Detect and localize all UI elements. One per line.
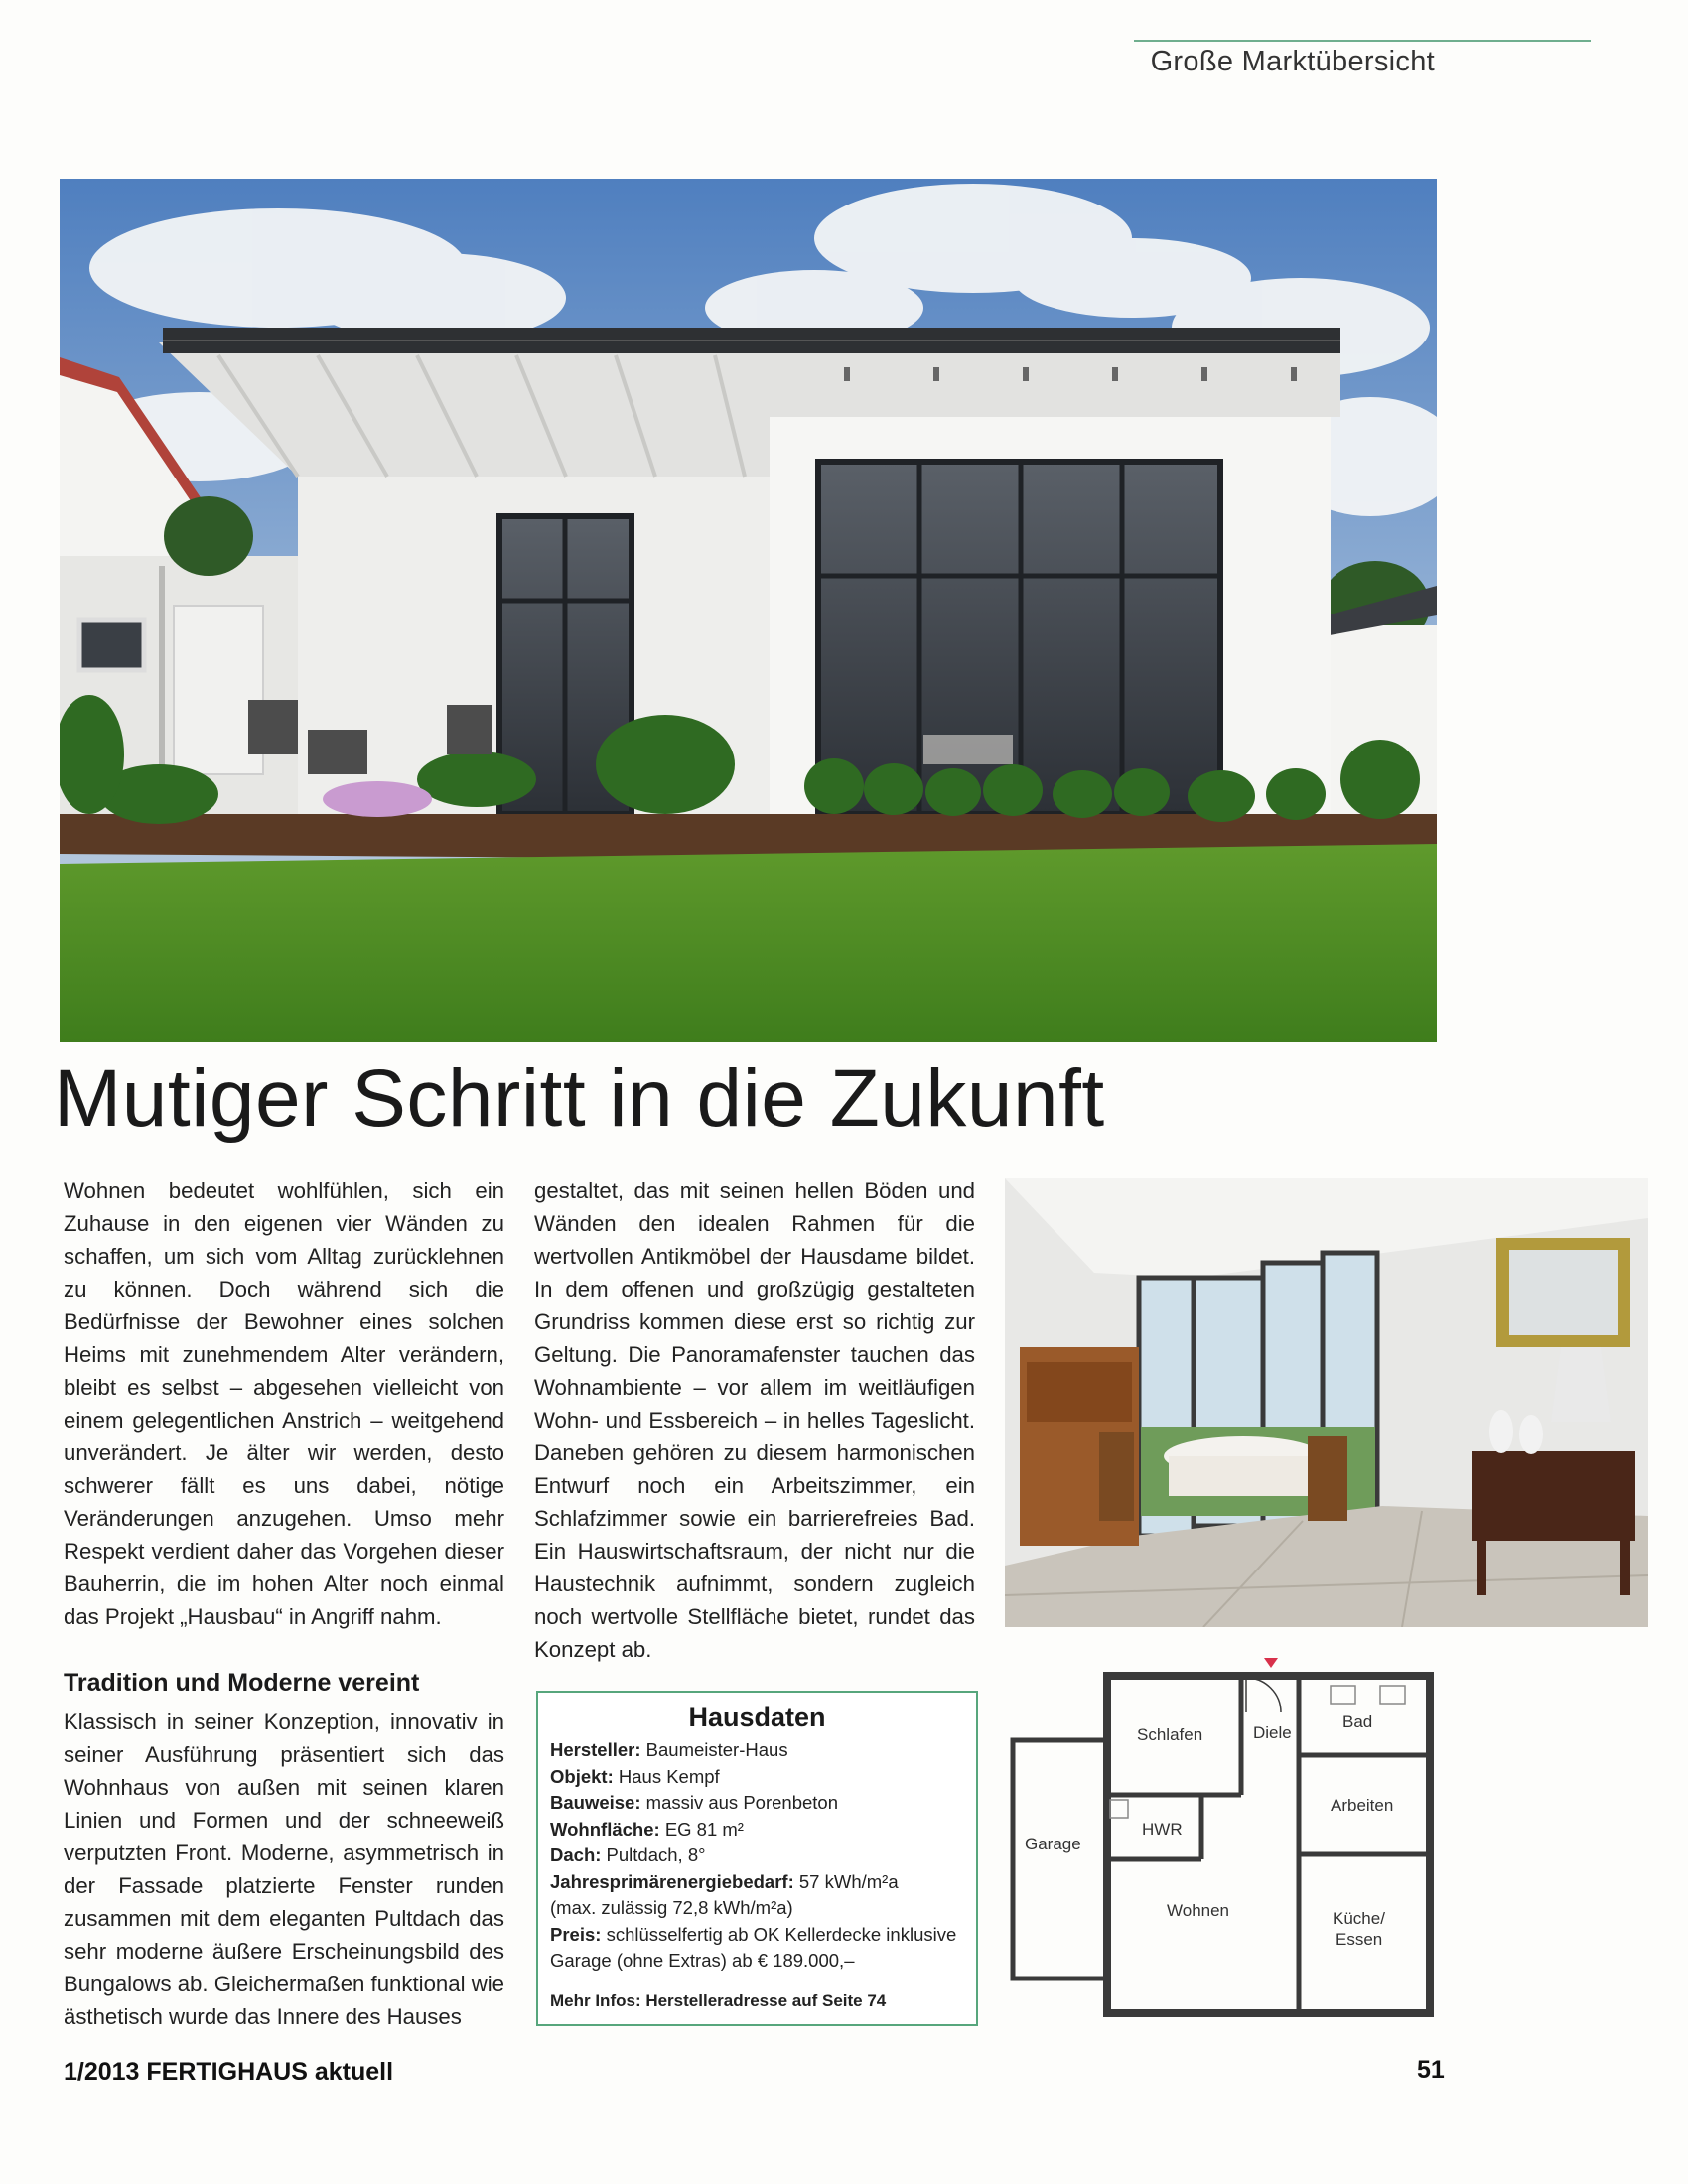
body-text-column1-tradition: Klassisch in seiner Konzeption, innovativ in seiner Ausführung präsentiert sich das Wohnhaus von außen mit seinen klaren Linien und Formen und der schneeweiß verputzten Front. Moderne, asymmetrisch in der Fassade platzierte Fenster runden zusammen mit dem eleganten Pultdach das sehr moderne äußere Erscheinungsbild des Bungalows ab. Gleichermaßen funktional wie ästhetisch wurde das Innere des Hauses (64, 1709, 504, 2029)
fact-dach-label: Dach: (550, 1844, 602, 1865)
fact-hersteller (550, 1737, 964, 1764)
page-number: 51 (1417, 2056, 1445, 2084)
room-essen: Essen (1336, 1930, 1383, 1949)
hausdaten-box (536, 1691, 978, 2026)
interior-photo (1005, 1178, 1648, 1627)
header-rule (1134, 40, 1591, 42)
fact-hersteller-value: Baumeister-Haus (645, 1739, 788, 1760)
fact-objekt-label: Objekt: (550, 1765, 614, 1787)
headline: Mutiger Schritt in die Zukunft (54, 1053, 1105, 1144)
room-wohnen: Wohnen (1167, 1901, 1230, 1920)
room-hwr: HWR (1142, 1820, 1183, 1839)
room-garage: Garage (1025, 1835, 1081, 1853)
fact-hersteller-label: Hersteller: (550, 1739, 641, 1760)
body-text-column1-intro: Wohnen bedeutet wohlfühlen, sich ein Zuhause in den eigenen vier Wänden zu schaffen, um sich vom Alltag zurücklehnen zu können. Doch während sich die Bedürfnisse der Bewohner eines solchen Heims mit zunehmendem Alter verändern, bleibt es selbst – abgesehen vielleicht von einem gelegentlichen Anstrich – weitgehend unverändert. Je älter wir werden, desto schwerer fällt es uns dabei, nötige Veränderungen anzugehen. Umso mehr Respekt verdient daher das Vorgehen dieser Bauherrin, die im hohen Alter noch einmal das Projekt „Hausbau“ in Angriff nahm. (64, 1178, 504, 1629)
fact-wohnflaeche-label: Wohnfläche: (550, 1818, 660, 1840)
footer-issue: 1/2013 FERTIGHAUS aktuell (64, 2058, 394, 2086)
fact-wohnflaeche (550, 1817, 964, 1843)
fact-energie-value: 57 kWh/m²a (798, 1870, 899, 1892)
room-bad: Bad (1342, 1712, 1373, 1731)
fact-more-info: Mehr Infos: Herstelleradresse auf Seite 74 (550, 1990, 887, 2010)
room-diele: Diele (1253, 1723, 1292, 1742)
fact-bauweise-label: Bauweise: (550, 1792, 641, 1813)
fact-bauweise (550, 1790, 964, 1817)
room-arbeiten: Arbeiten (1331, 1796, 1394, 1815)
fact-preis-2: Garage (ohne Extras) ab € 189.000,– (550, 1950, 855, 1971)
fact-objekt-value: Haus Kempf (618, 1765, 720, 1787)
room-kueche: Küche/ (1333, 1909, 1385, 1928)
fact-energie-max: (max. zulässig 72,8 kWh/m²a) (550, 1897, 793, 1918)
hausdaten-title: Hausdaten (688, 1703, 826, 1732)
fact-energie (550, 1869, 964, 1896)
hero-photo (60, 179, 1437, 1042)
fact-preis-label: Preis: (550, 1923, 602, 1945)
fact-wohnflaeche-value: EG 81 m² (664, 1818, 744, 1840)
subheading: Tradition und Moderne vereint (64, 1669, 420, 1697)
fact-dach-value: Pultdach, 8° (606, 1844, 706, 1865)
section-label: Große Marktübersicht (1150, 46, 1435, 77)
floor-plan (1003, 1656, 1470, 2025)
fact-preis-value: schlüsselfertig ab OK Kellerdecke inklusive (606, 1923, 957, 1945)
fact-energie-label: Jahresprimärenergiebedarf: (550, 1870, 794, 1892)
body-text-column2: gestaltet, das mit seinen hellen Böden und Wänden den idealen Rahmen für die wertvollen Antikmöbel der Hausdame bildet. In dem offenen und großzügig gestalteten Grundriss kommen diese erst so richtig zur Geltung. Die Panoramafenster tauchen das Wohnambiente – vor allem im weitläufigen Wohn- und Essbereich – in helles Tageslicht. Daneben gehören zu diesem harmonischen Entwurf noch ein Arbeitszimmer, ein Schlafzimmer sowie ein barrierefreies Bad. Ein Hauswirtschaftsraum, der nicht nur die Haustechnik aufnimmt, sondern zugleich noch wertvolle Stellfläche bietet, rundet das Konzept ab. (534, 1178, 975, 1662)
room-schlafen: Schlafen (1137, 1725, 1203, 1744)
fact-bauweise-value: massiv aus Porenbeton (645, 1792, 838, 1813)
fact-objekt (550, 1764, 964, 1791)
fact-preis (550, 1922, 964, 1949)
fact-dach (550, 1843, 964, 1869)
